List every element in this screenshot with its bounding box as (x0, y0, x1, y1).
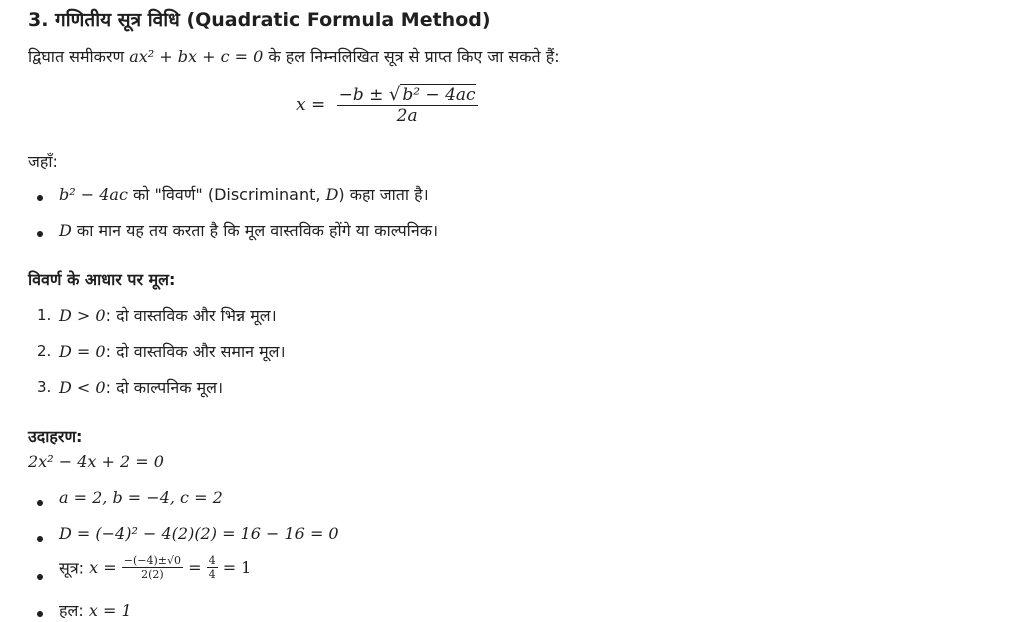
intro-suffix: के हल निम्नलिखित सूत्र से प्राप्त किए जा सकते हैं: (268, 47, 560, 66)
where-item-2: D का मान यह तय करता है कि मूल वास्तविक होंगे या काल्पनिक। (59, 221, 439, 240)
intro-line (28, 45, 560, 67)
bullet-icon (37, 611, 43, 617)
intro-equation: ax² + bx + c = 0 (129, 47, 264, 66)
section-heading: 3. गणितीय सूत्र विधि (Quadratic Formula Method) (28, 9, 491, 31)
example-fraction: $\frac{-(-4)\pm√0}{2(2)}$ (123, 554, 181, 581)
bullet-icon (37, 231, 43, 237)
example-discriminant: D = (−4)² − 4(2)(2) = 16 − 16 = 0 (59, 524, 339, 543)
roots-item-2: D = 0: दो वास्तविक और समान मूल। (59, 342, 286, 361)
list-number: 1. (37, 306, 52, 324)
intro-prefix: द्विघात समीकरण (28, 47, 125, 66)
example-coefficients: a = 2, b = −4, c = 2 (59, 488, 223, 507)
list-number: 3. (37, 378, 52, 396)
bullet-icon (37, 500, 43, 506)
quadratic-formula (296, 84, 478, 126)
bullet-icon (37, 195, 43, 201)
formula-radicand: b² − 4ac (402, 85, 476, 105)
example-equation: 2x² − 4x + 2 = 0 (28, 452, 164, 471)
example-formula: सूत्र: x = $\frac{-(-4)\pm√0}{2(2)}$ = $\frac{4}{4}$ = 1 (59, 554, 252, 581)
list-number: 2. (37, 342, 52, 360)
formula-fraction (337, 84, 478, 126)
roots-item-3: D < 0: दो काल्पनिक मूल। (59, 378, 224, 397)
formula-denominator: 2a (337, 105, 478, 126)
example-heading: उदाहरण: (28, 427, 83, 446)
sqrt-sign: √ (388, 84, 401, 105)
where-label: जहाँ: (28, 152, 58, 171)
example-fraction-2: $\frac{4}{4}$ (208, 554, 216, 581)
roots-heading: विवर्ण के आधार पर मूल: (28, 270, 176, 289)
where-item-1: b² − 4ac को "विवर्ण" (Discriminant, D) कहा जाता है। (59, 185, 429, 204)
formula-numerator: −b ± √ b² − 4ac (338, 84, 476, 105)
bullet-icon (37, 536, 43, 542)
example-solution: हल: x = 1 (59, 601, 132, 620)
bullet-icon (37, 574, 43, 580)
formula-lhs: x = (296, 95, 326, 115)
roots-item-1: D > 0: दो वास्तविक और भिन्न मूल। (59, 306, 277, 325)
